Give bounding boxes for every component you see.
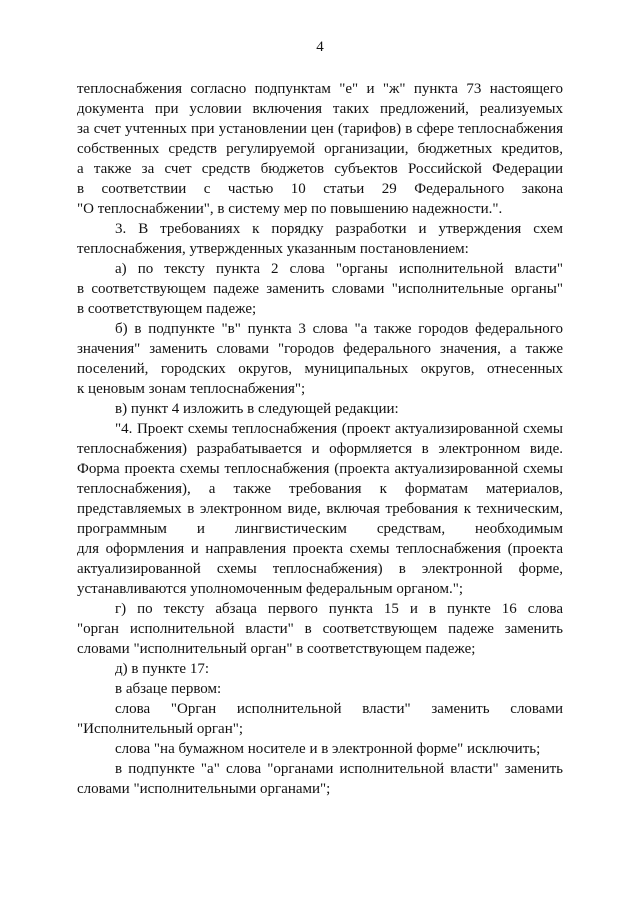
text-line: теплоснабжения согласно подпунктам "е" и "ж" пункта 73 настоящего — [77, 81, 563, 97]
text-line: за счет учтенных при установлении цен (тарифов) в сфере теплоснабжения — [77, 121, 563, 137]
text-line: д) в пункте 17: — [115, 661, 209, 677]
text-line: в соответствующем падеже; — [77, 301, 257, 317]
text-line: словами "исполнительными органами"; — [77, 781, 331, 797]
text-line: б) в подпункте "в" пункта 3 слова "а также городов федерального — [115, 321, 563, 337]
text-line: к ценовым зонам теплоснабжения"; — [77, 381, 306, 397]
text-line: 3. В требованиях к порядку разработки и утверждения схем — [115, 221, 563, 237]
text-line: а также за счет средств бюджетов субъектов Российской Федерации — [77, 161, 563, 177]
text-line: слова "на бумажном носителе и в электронной форме" исключить; — [115, 741, 541, 757]
text-line: "орган исполнительной власти" в соответствующем падеже заменить — [77, 621, 563, 637]
text-line: в подпункте "а" слова "органами исполнительной власти" заменить — [115, 761, 563, 777]
text-line: в абзаце первом: — [115, 681, 222, 697]
text-line: г) по тексту абзаца первого пункта 15 и в пункте 16 слова — [115, 601, 563, 617]
text-line: значения" заменить словами "городов федерального значения, а также — [77, 341, 563, 357]
text-line: устанавливаются уполномоченным федеральным органом."; — [77, 581, 463, 597]
text-line: теплоснабжения), а также требования к форматам материалов, — [77, 481, 563, 497]
text-line: для оформления и направления проекта схемы теплоснабжения (проекта — [77, 541, 563, 557]
text-line: теплоснабжения) разрабатывается и оформляется в электронном виде. — [77, 441, 563, 457]
page-number: 4 — [316, 39, 324, 55]
text-line: собственных средств регулируемой организации, бюджетных кредитов, — [77, 141, 563, 157]
body-text — [77, 79, 563, 799]
text-line: поселений, городских округов, муниципальных округов, отнесенных — [77, 361, 563, 377]
text-line: "О теплоснабжении", в систему мер по повышению надежности.". — [77, 201, 503, 217]
text-line: "4. Проект схемы теплоснабжения (проект актуализированной схемы — [115, 421, 563, 437]
text-line: теплоснабжения, утвержденных указанным постановлением: — [77, 241, 469, 257]
text-line: "Исполнительный орган"; — [77, 721, 244, 737]
text-line: слова "Орган исполнительной власти" заменить словами — [115, 701, 563, 717]
text-line: в) пункт 4 изложить в следующей редакции: — [115, 401, 399, 417]
text-line: в соответствующем падеже заменить словами "исполнительные органы" — [77, 281, 563, 297]
text-line: Форма проекта схемы теплоснабжения (проекта актуализированной схемы — [77, 461, 563, 477]
text-line: а) по тексту пункта 2 слова "органы исполнительной власти" — [115, 261, 563, 277]
text-line: представляемых в электронном виде, включая требования к техническим, — [77, 501, 563, 517]
text-line: актуализированной схемы теплоснабжения) в электронной форме, — [77, 561, 563, 577]
text-line: словами "исполнительный орган" в соответствующем падеже; — [77, 641, 476, 657]
text-line: программным и лингвистическим средствам, необходимым — [77, 521, 563, 537]
text-line: документа при условии включения таких предложений, реализуемых — [77, 101, 563, 117]
text-line: в соответствии с частью 10 статьи 29 Федерального закона — [77, 181, 563, 197]
